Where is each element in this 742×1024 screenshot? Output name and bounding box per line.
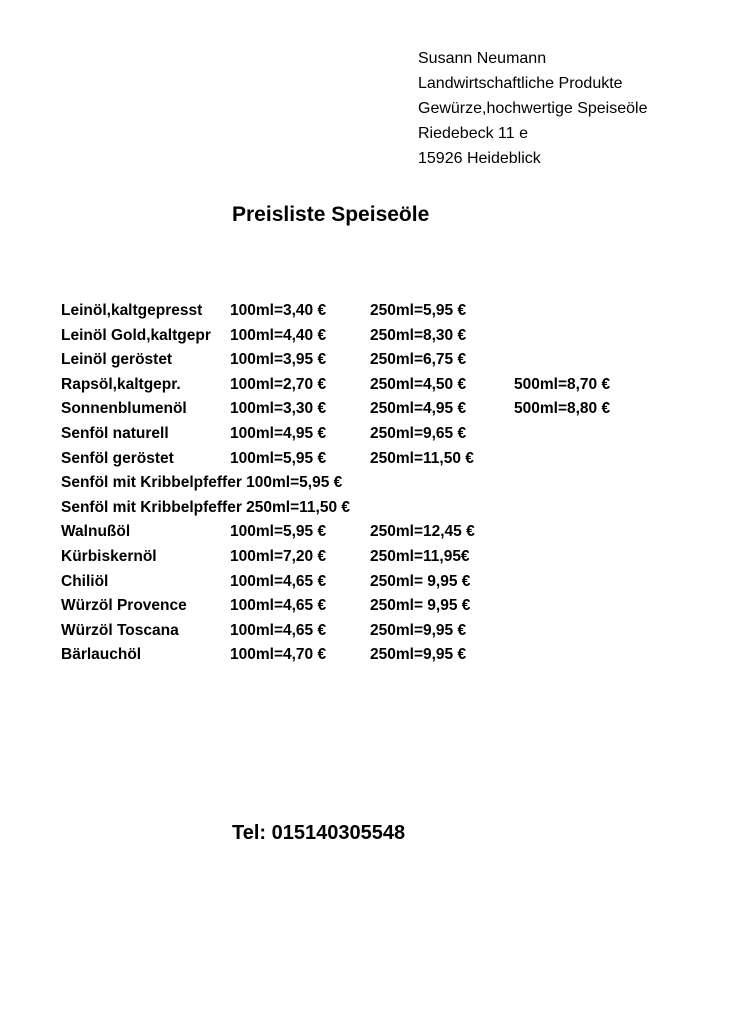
product-name: Leinöl,kaltgepresst: [61, 302, 203, 319]
price-250ml: 250ml=5,95 €: [370, 302, 467, 319]
price-250ml: 250ml=6,75 €: [370, 351, 467, 369]
price-row: [61, 447, 711, 472]
price-100ml: 100ml=3,40 €: [230, 302, 327, 319]
price-100ml: 100ml=4,65 €: [230, 597, 327, 615]
price-100ml: 100ml=4,95 €: [230, 424, 327, 442]
price-250ml: 250ml= 9,95 €: [370, 597, 471, 615]
product-name: Chiliöl: [61, 572, 109, 590]
price-row: [61, 373, 711, 398]
price-100ml: 100ml=4,70 €: [230, 646, 327, 664]
price-100ml: 100ml=5,95 €: [230, 449, 327, 467]
product-name: Leinöl geröstet: [61, 351, 173, 369]
product-name: Senföl geröstet: [61, 449, 174, 467]
product-name: Bärlauchöl: [61, 646, 142, 664]
price-500ml: 500ml=8,80 €: [514, 400, 611, 418]
price-100ml: 100ml=2,70 €: [230, 375, 327, 393]
price-250ml: 250ml=4,50 €: [370, 375, 467, 393]
price-250ml: 250ml=9,95 €: [370, 621, 467, 639]
sender-name: Susann Neumann: [418, 50, 547, 67]
price-100ml: 100ml=3,95 €: [230, 351, 327, 369]
price-250ml: 250ml=8,30 €: [370, 326, 467, 344]
price-row: [61, 520, 711, 545]
product-name: Sonnenblumenöl: [61, 400, 187, 418]
price-250ml: 250ml=4,95 €: [370, 400, 467, 418]
price-100ml: 100ml=4,65 €: [230, 621, 327, 639]
product-name: Senföl mit Kribbelpfeffer 100ml=5,95 €: [61, 474, 343, 492]
price-row: [61, 643, 711, 668]
sender-address-block: [418, 46, 647, 171]
page-title: Preisliste Speiseöle: [232, 203, 430, 226]
price-row: [61, 348, 711, 373]
product-name: Rapsöl,kaltgepr.: [61, 375, 181, 393]
price-row: [61, 619, 711, 644]
phone-number: Tel: 015140305548: [232, 822, 406, 844]
product-name: Leinöl Gold,kaltgepr: [61, 326, 211, 344]
price-100ml: 100ml=3,30 €: [230, 400, 327, 418]
product-name: Senföl naturell: [61, 424, 169, 442]
product-name: Würzöl Provence: [61, 597, 187, 615]
price-250ml: 250ml=12,45 €: [370, 523, 475, 541]
sender-street: Riedebeck 11 e: [418, 125, 528, 142]
price-row: [61, 324, 711, 349]
product-name: Senföl mit Kribbelpfeffer 250ml=11,50 €: [61, 498, 351, 516]
price-250ml: 250ml=9,65 €: [370, 424, 467, 442]
price-row: [61, 496, 711, 521]
sender-business: Landwirtschaftliche Produkte: [418, 75, 623, 92]
price-100ml: 100ml=4,40 €: [230, 326, 327, 344]
sender-city: 15926 Heideblick: [418, 150, 541, 167]
price-row: [61, 471, 711, 496]
price-row: [61, 594, 711, 619]
price-250ml: 250ml=9,95 €: [370, 646, 467, 664]
product-name: Würzöl Toscana: [61, 621, 179, 639]
price-500ml: 500ml=8,70 €: [514, 375, 611, 393]
price-100ml: 100ml=7,20 €: [230, 547, 327, 565]
product-name: Kürbiskernöl: [61, 547, 157, 565]
price-250ml: 250ml=11,95€: [370, 547, 470, 565]
price-250ml: 250ml=11,50 €: [370, 449, 474, 467]
price-row: [61, 422, 711, 447]
price-row: [61, 299, 711, 324]
price-list: [61, 299, 711, 668]
price-100ml: 100ml=4,65 €: [230, 572, 327, 590]
price-row: [61, 397, 711, 422]
price-row: [61, 545, 711, 570]
sender-products: Gewürze,hochwertige Speiseöle: [418, 100, 648, 117]
product-name: Walnußöl: [61, 523, 131, 541]
price-row: [61, 570, 711, 595]
price-250ml: 250ml= 9,95 €: [370, 572, 471, 590]
price-100ml: 100ml=5,95 €: [230, 523, 327, 541]
